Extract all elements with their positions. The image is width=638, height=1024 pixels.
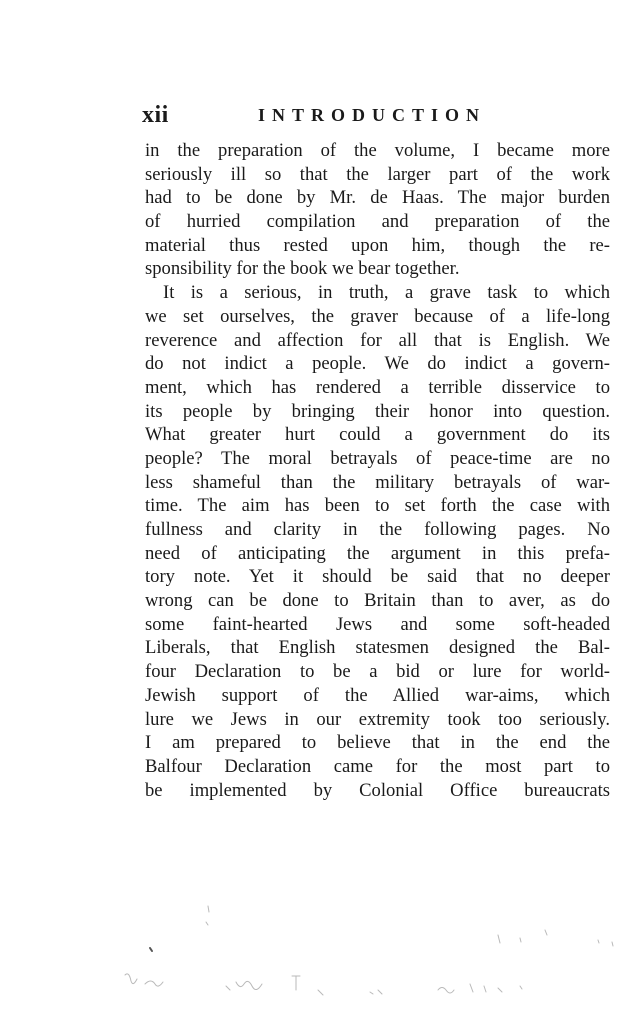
text-line: do not indict a people. We do indict a govern-	[145, 353, 610, 375]
text-line: people? The moral betrayals of peace-time are no	[145, 447, 610, 469]
text-line: its people by bringing their honor into question.	[145, 400, 610, 422]
text-line: we set ourselves, the graver because of a life-long	[145, 305, 610, 327]
text-line: sponsibility for the book we bear together.	[145, 258, 460, 280]
page-number: xii	[142, 102, 169, 128]
text-line: of hurried compilation and preparation of the	[145, 211, 610, 233]
paragraph-start-line: It is a serious, in truth, a grave task to which	[163, 282, 610, 304]
running-head	[142, 100, 612, 130]
text-line: lure we Jews in our extremity took too seriously.	[145, 708, 610, 730]
text-line: tory note. Yet it should be said that no deeper	[145, 566, 610, 588]
text-line: fullness and clarity in the following pages. No	[145, 519, 610, 540]
text-line: I am prepared to believe that in the end the	[145, 732, 610, 754]
body-text	[145, 139, 610, 802]
text-line: Jewish support of the Allied war-aims, which	[145, 684, 610, 706]
text-line: ment, which has rendered a terrible disservice to	[145, 376, 610, 398]
text-line: material thus rested upon him, though the re-	[145, 234, 610, 256]
text-line: in the preparation of the volume, I became more	[145, 140, 610, 161]
running-title: INTRODUCTION	[258, 105, 487, 125]
text-line: need of anticipating the argument in this prefa-	[145, 542, 610, 564]
text-line: four Declaration to be a bid or lure for world-	[145, 661, 610, 683]
text-line: wrong can be done to Britain than to aver, as do	[145, 590, 610, 612]
text-line: had to be done by Mr. de Haas. The major burden	[145, 187, 610, 209]
text-line: less shameful than the military betrayals of war-	[145, 471, 610, 493]
text-line: time. The aim has been to set forth the case with	[145, 495, 610, 517]
text-line: seriously ill so that the larger part of the work	[145, 163, 610, 185]
text-line: some faint-hearted Jews and some soft-headed	[145, 613, 610, 635]
text-line: What greater hurt could a government do its	[145, 424, 610, 446]
faint-pencil-marks	[0, 880, 638, 1024]
text-line: Balfour Declaration came for the most part to	[145, 755, 610, 777]
text-line: Liberals, that English statesmen designed the Bal-	[145, 637, 610, 659]
text-line: reverence and affection for all that is English. We	[145, 329, 610, 351]
text-line: be implemented by Colonial Office bureaucrats	[145, 779, 610, 801]
